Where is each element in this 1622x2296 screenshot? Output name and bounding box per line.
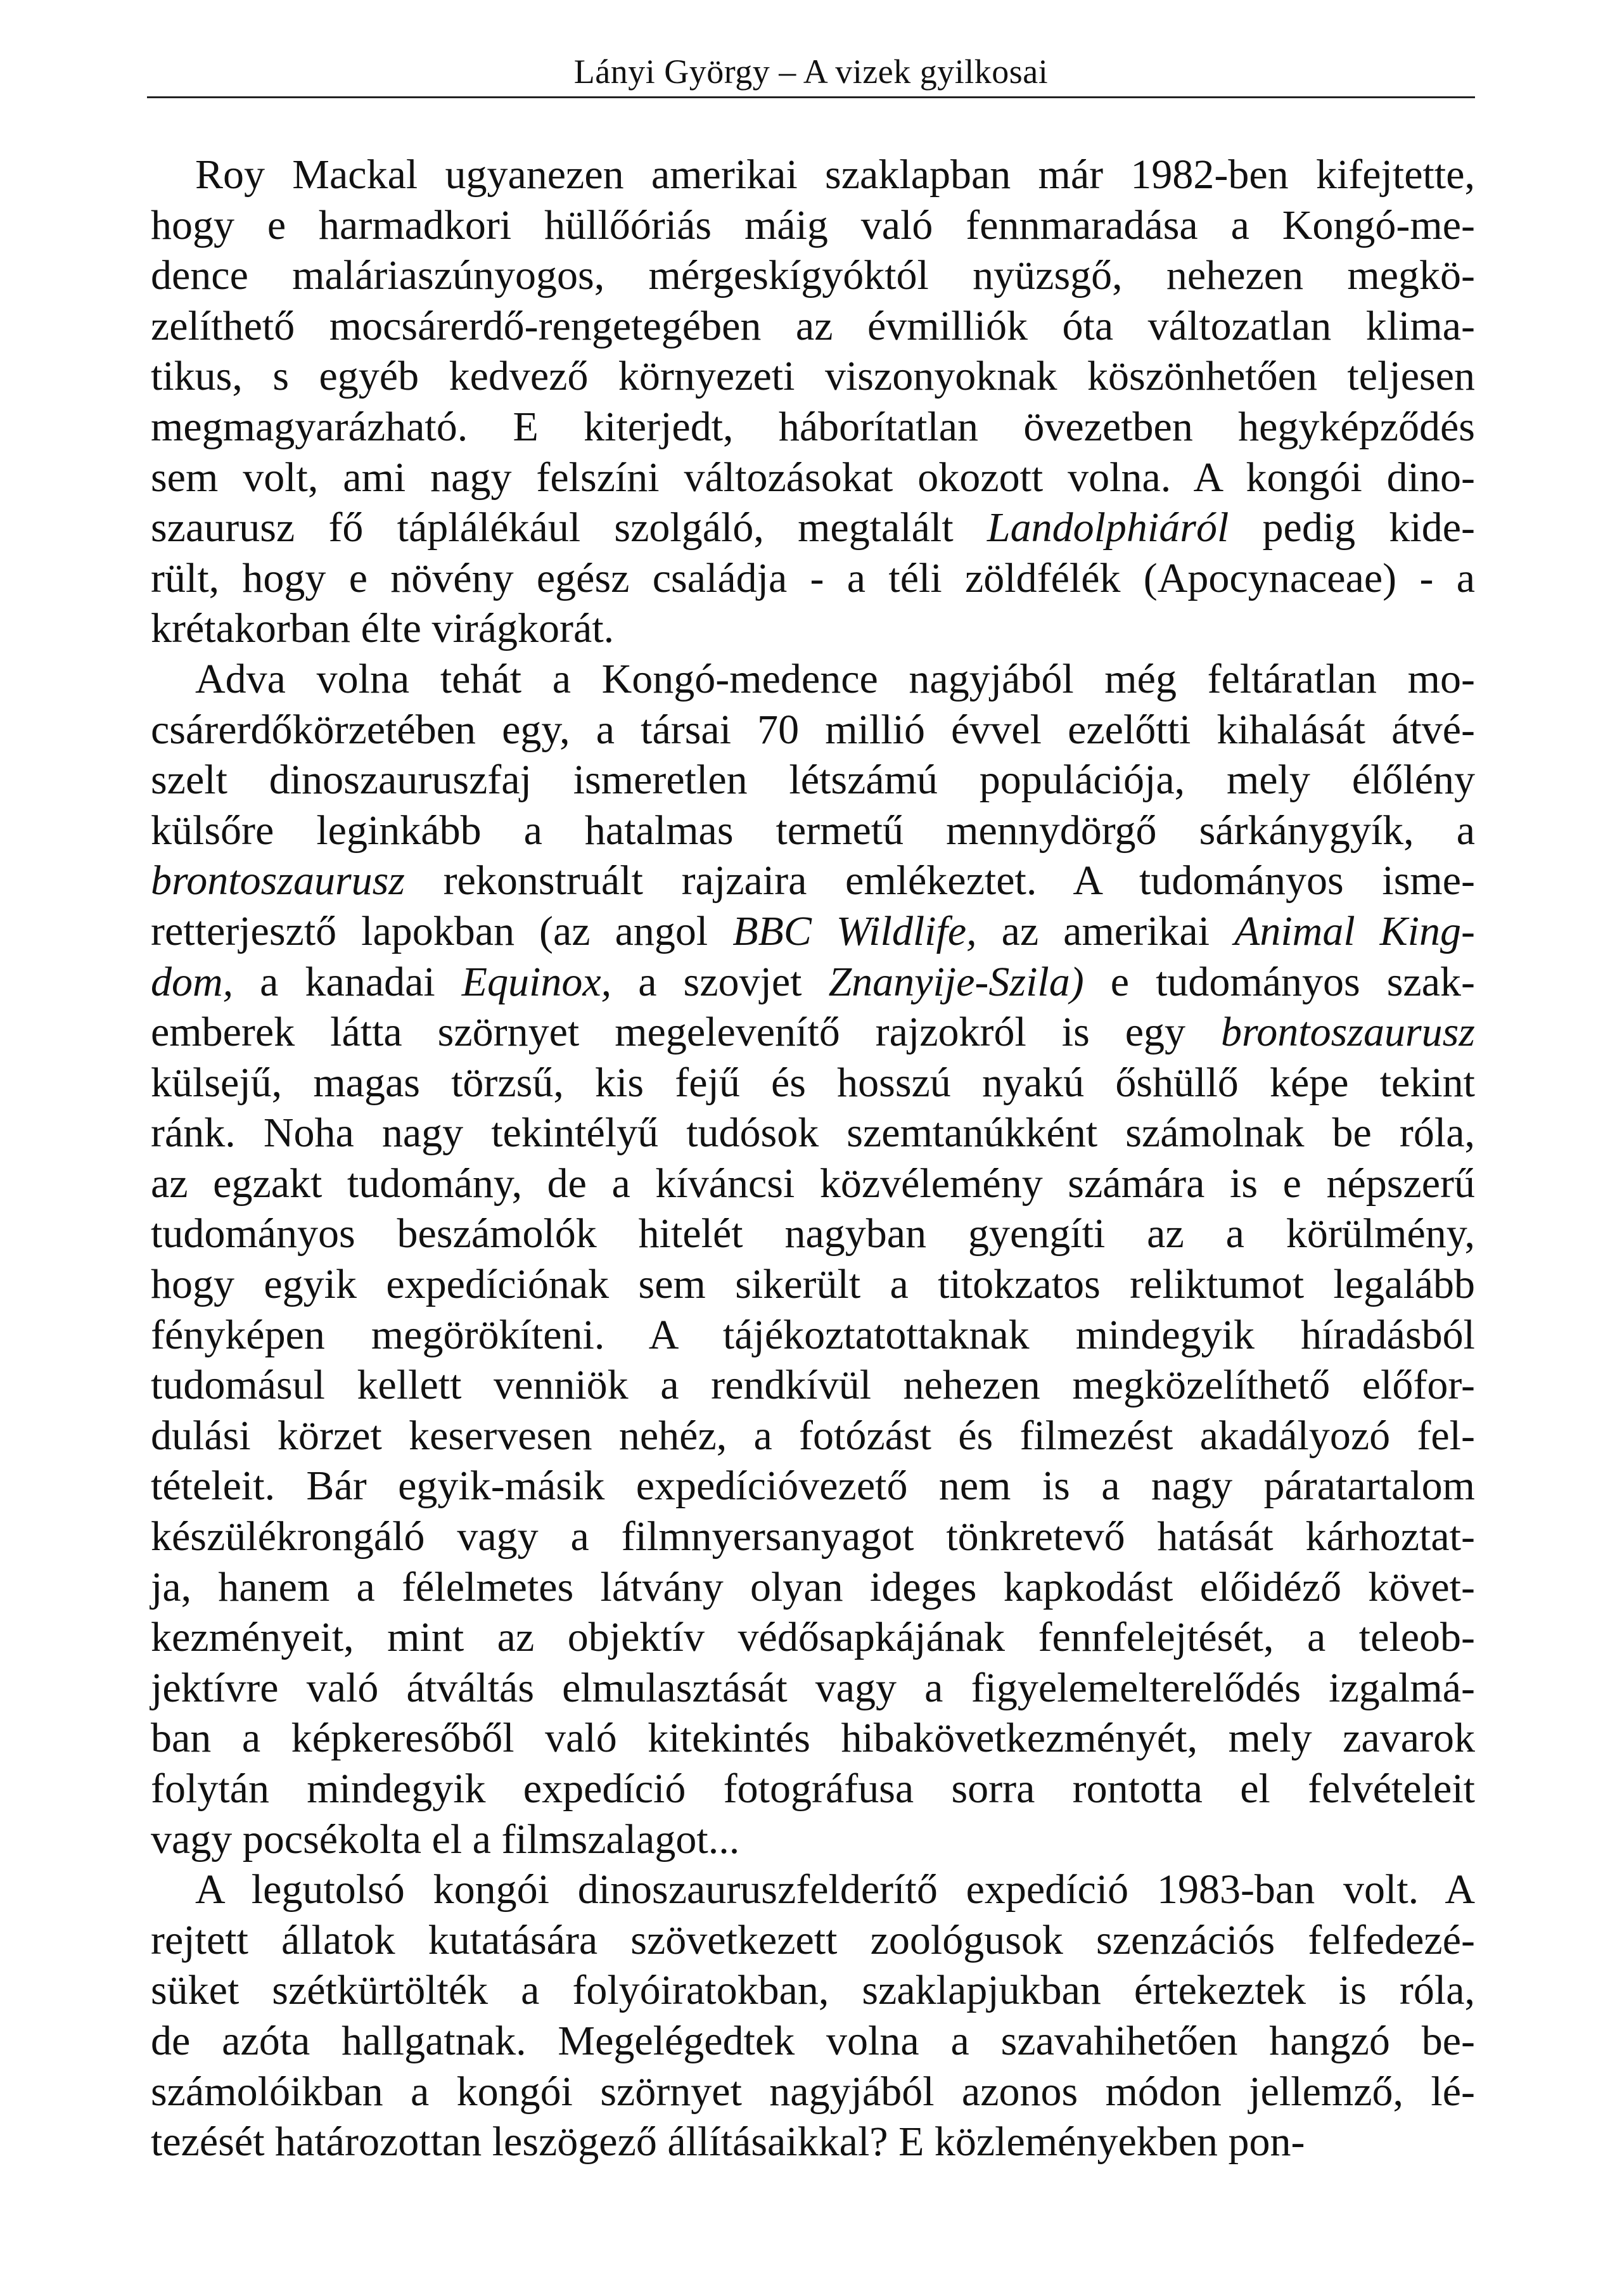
text-line: [151, 957, 1475, 1008]
text-run: szaurusz fő táplálékául szolgáló, megtalált: [151, 504, 987, 551]
paragraph: [151, 1864, 1475, 2167]
text-run: hogy egyik expedíciónak sem sikerült a titokzatos reliktumot legalább: [151, 1261, 1475, 1308]
text-line: [151, 1411, 1475, 1461]
text-run: az egzakt tudomány, de a kíváncsi közvélemény számára is e népszerű: [151, 1160, 1475, 1207]
text-line: [151, 402, 1475, 452]
text-line: [151, 1310, 1475, 1361]
text-run: ránk. Noha nagy tekintélyű tudósok szemtanúkként számolnak be róla,: [151, 1110, 1475, 1157]
text-run: sem volt, ami nagy felszíni változásokat okozott volna. A kongói dino-: [151, 454, 1475, 501]
text-run: az amerikai: [976, 907, 1235, 954]
text-run: süket szétkürtölték a folyóiratokban, szaklapjukban értekeztek is róla,: [151, 1967, 1475, 2014]
text-run: de azóta hallgatnak. Megelégedtek volna a szavahihetően hangzó be-: [151, 2017, 1475, 2064]
text-run: tudomásul kellett venniök a rendkívül nehezen megközelíthető előfor-: [151, 1362, 1475, 1409]
text-run: külsőre leginkább a hatalmas termetű mennydörgő sárkánygyík, a: [151, 807, 1475, 854]
text-run: retterjesztő lapokban (az angol: [151, 907, 733, 954]
text-run: rült, hogy e növény egész családja - a téli zöldfélék (Apocynaceae) - a: [151, 555, 1475, 601]
text-run: A legutolsó kongói dinoszauruszfelderítő expedíció 1983-ban volt. A: [195, 1866, 1475, 1913]
text-line: [151, 906, 1475, 957]
text-line: [151, 2067, 1475, 2117]
text-line: [151, 1713, 1475, 1764]
text-run: tezését határozottan leszögező állításaikkal? E közleményekben pon-: [151, 2119, 1305, 2165]
text-run: vagy pocsékolta el a filmszalagot...: [151, 1816, 740, 1863]
text-line: [151, 1259, 1475, 1310]
text-run: hogy e harmadkori hüllőóriás máig való fennmaradása a Kongó-me-: [151, 202, 1475, 248]
italic-text: Znanyije-Szila): [828, 958, 1084, 1005]
text-line: [151, 1511, 1475, 1562]
text-line: [151, 705, 1475, 755]
text-run: Roy Mackal ugyanezen amerikai szaklapban már 1982-ben kifejtette,: [195, 151, 1475, 198]
paragraph: [151, 654, 1475, 1864]
text-run: pedig kide-: [1229, 504, 1475, 551]
text-run: dence maláriaszúnyogos, mérgeskígyóktól nyüzsgő, nehezen megkö-: [151, 252, 1475, 299]
text-line: [151, 805, 1475, 856]
text-run: rekonstruált rajzaira emlékeztet. A tudományos isme-: [405, 857, 1475, 904]
text-line: [151, 1864, 1475, 1915]
text-run: folytán mindegyik expedíció fotográfusa sorra rontotta el felvételeit: [151, 1766, 1475, 1812]
text-line: [151, 2016, 1475, 2067]
text-run: megmagyarázható. E kiterjedt, háborítatlan övezetben hegyképződés: [151, 403, 1475, 450]
text-run: jektívre való átváltás elmulasztását vagy a figyelemelterelődés izgalmá-: [151, 1664, 1475, 1711]
text-run: kezményeit, mint az objektív védősapkájának fennfelejtését, a teleob-: [151, 1614, 1475, 1661]
italic-text: brontoszaurusz: [1221, 1009, 1475, 1056]
text-line: [151, 1814, 1475, 1865]
italic-text: dom,: [151, 958, 234, 1005]
text-line: [151, 503, 1475, 553]
text-run: dulási körzet keservesen nehéz, a fotózást és filmezést akadályozó fel-: [151, 1412, 1475, 1459]
italic-text: Landolphiáról: [987, 504, 1229, 551]
header-rule: [147, 96, 1475, 98]
text-run: rejtett állatok kutatására szövetkezett zoológusok szenzációs felfedezé-: [151, 1916, 1475, 1963]
text-line: [151, 1058, 1475, 1108]
text-run: számolóikban a kongói szörnyet nagyjából azonos módon jellemző, lé-: [151, 2068, 1475, 2115]
text-run: e tudományos szak-: [1083, 958, 1475, 1005]
text-run: emberek látta szörnyet megelevenítő rajzokról is egy: [151, 1009, 1221, 1056]
italic-text: Equinox,: [461, 958, 612, 1005]
text-run: készülékrongáló vagy a filmnyersanyagot tönkretevő hatását kárhoztat-: [151, 1513, 1475, 1560]
text-line: [151, 603, 1475, 654]
text-line: [151, 150, 1475, 200]
text-run: fényképen megörökíteni. A tájékoztatottaknak mindegyik híradásból: [151, 1311, 1475, 1358]
paragraph: [151, 150, 1475, 654]
text-line: [151, 755, 1475, 805]
text-line: [151, 301, 1475, 352]
italic-text: brontoszaurusz: [151, 857, 405, 904]
text-run: Adva volna tehát a Kongó-medence nagyjából még feltáratlan mo-: [195, 655, 1475, 702]
text-run: krétakorban élte virágkorát.: [151, 605, 615, 652]
text-line: [151, 250, 1475, 301]
text-line: [151, 1562, 1475, 1613]
text-line: [151, 1461, 1475, 1511]
text-line: [151, 452, 1475, 503]
text-run: a kanadai: [233, 958, 462, 1005]
text-line: [151, 2117, 1475, 2167]
text-line: [151, 553, 1475, 604]
body-text: [151, 150, 1475, 2167]
italic-text: BBC Wildlife,: [732, 907, 977, 954]
text-line: [151, 1612, 1475, 1663]
italic-text: Animal King-: [1234, 907, 1475, 954]
text-run: szelt dinoszauruszfaj ismeretlen létszámú populációja, mely élőlény: [151, 757, 1475, 804]
text-line: [151, 1158, 1475, 1209]
text-line: [151, 1915, 1475, 1966]
text-line: [151, 654, 1475, 705]
text-run: zelíthető mocsárerdő-rengetegében az évmilliók óta változatlan klima-: [151, 302, 1475, 349]
text-run: ban a képkeresőből való kitekintés hibakövetkezményét, mely zavarok: [151, 1715, 1475, 1762]
text-line: [151, 1108, 1475, 1158]
text-run: tudományos beszámolók hitelét nagyban gyengíti az a körülmény,: [151, 1210, 1475, 1257]
text-line: [151, 1360, 1475, 1411]
text-line: [151, 200, 1475, 251]
running-head: Lányi György – A vizek gyilkosai: [573, 53, 1049, 91]
text-run: ja, hanem a félelmetes látvány olyan ideges kapkodást előidéző követ-: [151, 1563, 1475, 1610]
text-line: [151, 1965, 1475, 2016]
text-run: tikus, s egyéb kedvező környezeti viszonyoknak köszönhetően teljesen: [151, 353, 1475, 400]
text-line: [151, 856, 1475, 906]
text-run: külsejű, magas törzsű, kis fejű és hosszú nyakú őshüllő képe tekint: [151, 1059, 1475, 1106]
text-line: [151, 351, 1475, 402]
text-line: [151, 1209, 1475, 1259]
text-line: [151, 1007, 1475, 1058]
text-line: [151, 1663, 1475, 1714]
text-run: tételeit. Bár egyik-másik expedícióvezető nem is a nagy páratartalom: [151, 1463, 1475, 1510]
text-run: csárerdőkörzetében egy, a társai 70 millió évvel ezelőtti kihalását átvé-: [151, 706, 1475, 753]
text-line: [151, 1764, 1475, 1814]
text-run: a szovjet: [611, 958, 829, 1005]
